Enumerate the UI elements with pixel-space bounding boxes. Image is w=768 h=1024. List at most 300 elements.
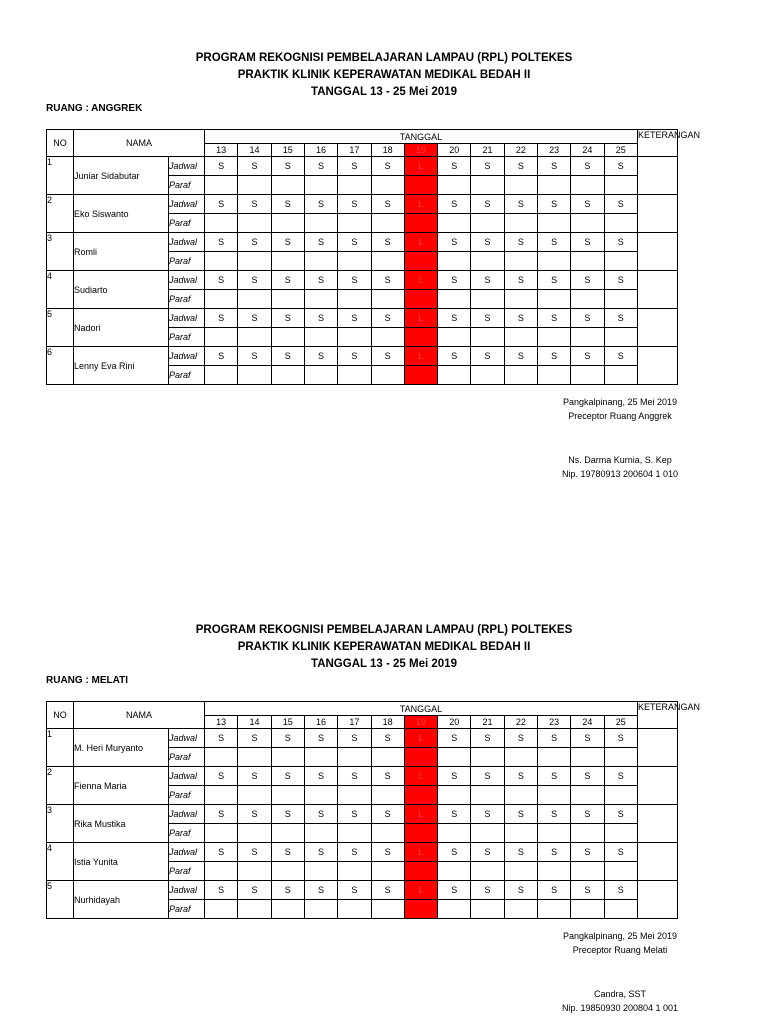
row-number: 3	[47, 805, 74, 843]
paraf-cell	[371, 900, 404, 919]
day-header: 14	[238, 144, 271, 157]
schedule-cell: S	[238, 271, 271, 290]
schedule-cell: S	[504, 843, 537, 862]
schedule-cell: S	[438, 347, 471, 366]
schedule-cell: S	[604, 843, 637, 862]
paraf-cell	[205, 862, 238, 881]
day-header: 17	[338, 144, 371, 157]
paraf-cell	[271, 748, 304, 767]
schedule-cell: S	[537, 843, 570, 862]
schedule-cell: S	[537, 271, 570, 290]
signature-role: Preceptor Ruang Melati	[572, 945, 668, 955]
schedule-cell: S	[338, 157, 371, 176]
header-nama: NAMA	[74, 702, 205, 729]
schedule-cell: S	[304, 157, 337, 176]
jadwal-label: Jadwal	[169, 309, 205, 328]
title-line-2: PRAKTIK KLINIK KEPERAWATAN MEDIKAL BEDAH II	[237, 641, 531, 653]
keterangan-cell	[637, 843, 677, 881]
schedule-cell: S	[571, 843, 604, 862]
paraf-cell	[304, 786, 337, 805]
schedule-cell: S	[304, 805, 337, 824]
row-number: 4	[47, 843, 74, 881]
paraf-cell	[438, 824, 471, 843]
schedule-cell: S	[238, 805, 271, 824]
schedule-cell: S	[338, 843, 371, 862]
paraf-cell	[238, 824, 271, 843]
schedule-cell: S	[271, 195, 304, 214]
jadwal-label: Jadwal	[169, 271, 205, 290]
paraf-cell	[404, 824, 437, 843]
paraf-label: Paraf	[169, 748, 205, 767]
paraf-cell	[205, 748, 238, 767]
paraf-cell	[338, 748, 371, 767]
schedule-cell: S	[271, 805, 304, 824]
student-name: M. Heri Muryanto	[74, 729, 169, 767]
schedule-cell: S	[338, 309, 371, 328]
student-name: Eko Siswanto	[74, 195, 169, 233]
signature-name: Candra, SST	[593, 989, 647, 999]
day-header: 16	[304, 716, 337, 729]
day-header: 18	[371, 144, 404, 157]
schedule-cell: S	[504, 233, 537, 252]
paraf-label: Paraf	[169, 328, 205, 347]
header-keterangan: KETERANGAN	[637, 702, 677, 729]
schedule-cell: L	[404, 157, 437, 176]
paraf-cell	[371, 862, 404, 881]
paraf-cell	[371, 748, 404, 767]
schedule-cell: S	[238, 881, 271, 900]
schedule-cell: S	[537, 309, 570, 328]
table-row	[47, 805, 678, 824]
paraf-cell	[571, 824, 604, 843]
paraf-cell	[404, 748, 437, 767]
schedule-cell: S	[371, 195, 404, 214]
schedule-cell: S	[205, 805, 238, 824]
schedule-cell: S	[371, 157, 404, 176]
paraf-cell	[304, 748, 337, 767]
schedule-cell: L	[404, 805, 437, 824]
paraf-cell	[537, 900, 570, 919]
row-number: 1	[47, 729, 74, 767]
schedule-cell: S	[205, 767, 238, 786]
row-number: 5	[47, 881, 74, 919]
schedule-cell: S	[604, 767, 637, 786]
schedule-cell: S	[438, 767, 471, 786]
paraf-cell	[338, 900, 371, 919]
table-row	[47, 729, 678, 748]
schedule-cell: S	[504, 767, 537, 786]
day-header: 19	[404, 144, 437, 157]
paraf-cell	[404, 862, 437, 881]
row-number: 6	[47, 347, 74, 385]
schedule-cell: S	[604, 157, 637, 176]
header-keterangan: KETERANGAN	[637, 130, 677, 157]
schedule-cell: S	[271, 881, 304, 900]
schedule-cell: S	[537, 347, 570, 366]
schedule-cell: L	[404, 195, 437, 214]
schedule-cell: S	[304, 729, 337, 748]
schedule-cell: S	[571, 347, 604, 366]
paraf-cell	[338, 862, 371, 881]
header-tanggal: TANGGAL	[205, 130, 638, 144]
paraf-cell	[238, 900, 271, 919]
schedule-cell: S	[604, 309, 637, 328]
student-name: Istia Yunita	[74, 843, 169, 881]
paraf-cell	[471, 748, 504, 767]
schedule-cell: S	[438, 309, 471, 328]
schedule-cell: L	[404, 881, 437, 900]
jadwal-label: Jadwal	[169, 843, 205, 862]
day-header: 17	[338, 716, 371, 729]
schedule-cell: L	[404, 347, 437, 366]
schedule-cell: S	[471, 233, 504, 252]
schedule-cell: S	[438, 233, 471, 252]
schedule-cell: S	[271, 347, 304, 366]
jadwal-label: Jadwal	[169, 805, 205, 824]
paraf-cell	[604, 900, 637, 919]
header-nama: NAMA	[74, 130, 205, 157]
schedule-cell: S	[238, 157, 271, 176]
day-header: 25	[604, 716, 637, 729]
schedule-cell: S	[438, 157, 471, 176]
schedule-cell: S	[604, 233, 637, 252]
paraf-cell	[537, 786, 570, 805]
jadwal-label: Jadwal	[169, 233, 205, 252]
schedule-cell: S	[504, 805, 537, 824]
student-name: Lenny Eva Rini	[74, 347, 169, 385]
paraf-cell	[604, 748, 637, 767]
paraf-cell	[304, 862, 337, 881]
paraf-cell	[504, 900, 537, 919]
student-name: Fienna Maria	[74, 767, 169, 805]
title-line-3: TANGGAL 13 - 25 Mei 2019	[311, 86, 457, 98]
schedule-cell: S	[504, 881, 537, 900]
schedule-cell: S	[238, 729, 271, 748]
schedule-cell: S	[304, 347, 337, 366]
paraf-cell	[471, 900, 504, 919]
day-header: 19	[404, 716, 437, 729]
header-no: NO	[47, 130, 74, 157]
table-row	[47, 767, 678, 786]
row-number: 4	[47, 271, 74, 309]
schedule-cell: S	[471, 195, 504, 214]
schedule-cell: S	[471, 843, 504, 862]
document-title	[0, 622, 768, 673]
schedule-cell: S	[205, 233, 238, 252]
schedule-cell: S	[304, 843, 337, 862]
schedule-table	[46, 701, 700, 919]
title-line-1: PROGRAM REKOGNISI PEMBELAJARAN LAMPAU (RPL) POLTEKES	[195, 624, 573, 636]
schedule-cell: S	[271, 157, 304, 176]
schedule-cell: S	[471, 767, 504, 786]
schedule-cell: L	[404, 233, 437, 252]
day-header: 23	[537, 144, 570, 157]
paraf-cell	[271, 862, 304, 881]
schedule-cell: S	[571, 233, 604, 252]
schedule-cell: S	[338, 271, 371, 290]
schedule-cell: S	[304, 233, 337, 252]
paraf-cell	[571, 862, 604, 881]
schedule-cell: S	[571, 729, 604, 748]
paraf-cell	[537, 824, 570, 843]
schedule-cell: S	[438, 805, 471, 824]
schedule-cell: S	[238, 843, 271, 862]
schedule-cell: S	[371, 271, 404, 290]
paraf-cell	[604, 862, 637, 881]
schedule-cell: S	[338, 347, 371, 366]
paraf-cell	[504, 786, 537, 805]
student-name: Nurhidayah	[74, 881, 169, 919]
schedule-cell: S	[504, 309, 537, 328]
schedule-cell: S	[371, 843, 404, 862]
paraf-cell	[271, 786, 304, 805]
schedule-cell: S	[471, 271, 504, 290]
row-number: 1	[47, 157, 74, 195]
paraf-label: Paraf	[169, 290, 205, 309]
day-header: 25	[604, 144, 637, 157]
title-line-3: TANGGAL 13 - 25 Mei 2019	[311, 658, 457, 670]
schedule-cell: S	[304, 309, 337, 328]
schedule-cell: S	[438, 881, 471, 900]
schedule-cell: S	[537, 233, 570, 252]
schedule-cell: S	[338, 729, 371, 748]
schedule-cell: S	[338, 767, 371, 786]
schedule-cell: S	[238, 309, 271, 328]
schedule-cell: S	[537, 767, 570, 786]
jadwal-label: Jadwal	[169, 767, 205, 786]
schedule-cell: S	[604, 729, 637, 748]
schedule-cell: S	[504, 347, 537, 366]
schedule-cell: S	[438, 271, 471, 290]
student-name: Romli	[74, 233, 169, 271]
schedule-cell: S	[471, 157, 504, 176]
table-row	[47, 843, 678, 862]
schedule-cell: S	[271, 233, 304, 252]
schedule-cell: S	[238, 233, 271, 252]
schedule-cell: S	[238, 767, 271, 786]
schedule-cell: S	[371, 729, 404, 748]
paraf-label: Paraf	[169, 862, 205, 881]
paraf-cell	[604, 824, 637, 843]
header-no: NO	[47, 702, 74, 729]
paraf-cell	[438, 786, 471, 805]
row-number: 5	[47, 309, 74, 347]
table-row	[47, 881, 678, 900]
schedule-cell: S	[304, 271, 337, 290]
paraf-cell	[537, 862, 570, 881]
paraf-cell	[404, 786, 437, 805]
paraf-cell	[304, 824, 337, 843]
paraf-cell	[471, 786, 504, 805]
paraf-cell	[504, 862, 537, 881]
schedule-cell: S	[471, 729, 504, 748]
schedule-cell: S	[571, 767, 604, 786]
jadwal-label: Jadwal	[169, 729, 205, 748]
schedule-cell: S	[205, 729, 238, 748]
jadwal-label: Jadwal	[169, 157, 205, 176]
ruang-label: RUANG : MELATI	[46, 675, 129, 686]
schedule-cell: S	[604, 195, 637, 214]
schedule-cell: S	[205, 843, 238, 862]
paraf-cell	[205, 824, 238, 843]
day-header: 13	[205, 716, 238, 729]
schedule-cell: S	[471, 347, 504, 366]
paraf-cell	[338, 824, 371, 843]
paraf-label: Paraf	[169, 214, 205, 233]
jadwal-label: Jadwal	[169, 195, 205, 214]
schedule-cell: S	[604, 271, 637, 290]
schedule-cell: S	[571, 309, 604, 328]
paraf-label: Paraf	[169, 252, 205, 271]
title-line-2: PRAKTIK KLINIK KEPERAWATAN MEDIKAL BEDAH II	[237, 69, 531, 81]
paraf-cell	[438, 862, 471, 881]
paraf-cell	[504, 824, 537, 843]
row-number: 2	[47, 767, 74, 805]
schedule-cell: S	[304, 767, 337, 786]
day-header: 21	[471, 144, 504, 157]
schedule-cell: S	[471, 881, 504, 900]
keterangan-cell	[637, 881, 677, 919]
schedule-cell: L	[404, 767, 437, 786]
jadwal-label: Jadwal	[169, 881, 205, 900]
schedule-cell: S	[371, 309, 404, 328]
schedule-cell: S	[205, 271, 238, 290]
paraf-cell	[504, 748, 537, 767]
ruang-label: RUANG : ANGGREK	[46, 103, 143, 114]
schedule-cell: S	[338, 881, 371, 900]
schedule-cell: S	[205, 195, 238, 214]
paraf-cell	[537, 748, 570, 767]
schedule-cell: S	[271, 309, 304, 328]
schedule-cell: S	[537, 157, 570, 176]
schedule-cell: S	[338, 805, 371, 824]
keterangan-cell	[637, 767, 677, 805]
day-header: 15	[271, 144, 304, 157]
paraf-cell	[271, 824, 304, 843]
student-name: Sudiarto	[74, 271, 169, 309]
paraf-label: Paraf	[169, 176, 205, 195]
paraf-cell	[238, 748, 271, 767]
schedule-cell: S	[537, 805, 570, 824]
schedule-cell: S	[304, 881, 337, 900]
schedule-cell: S	[604, 347, 637, 366]
day-header: 15	[271, 716, 304, 729]
schedule-cell: L	[404, 843, 437, 862]
day-header: 18	[371, 716, 404, 729]
day-header: 23	[537, 716, 570, 729]
schedule-cell: S	[604, 881, 637, 900]
schedule-cell: S	[338, 195, 371, 214]
day-header: 16	[304, 144, 337, 157]
signature-role: Preceptor Ruang Anggrek	[568, 411, 672, 421]
paraf-cell	[571, 748, 604, 767]
paraf-label: Paraf	[169, 824, 205, 843]
day-header: 24	[571, 716, 604, 729]
signature-nip: Nip. 19780913 200604 1 010	[561, 469, 679, 479]
schedule-cell: S	[571, 195, 604, 214]
paraf-cell	[338, 786, 371, 805]
schedule-cell: S	[438, 195, 471, 214]
schedule-cell: S	[371, 347, 404, 366]
signature-place-date: Pangkalpinang, 25 Mei 2019	[562, 931, 678, 941]
schedule-cell: L	[404, 729, 437, 748]
schedule-cell: S	[238, 195, 271, 214]
schedule-cell: L	[404, 309, 437, 328]
schedule-cell: S	[271, 729, 304, 748]
paraf-cell	[438, 748, 471, 767]
paraf-cell	[604, 786, 637, 805]
header-tanggal: TANGGAL	[205, 702, 638, 716]
schedule-cell: S	[537, 729, 570, 748]
schedule-cell: S	[304, 195, 337, 214]
keterangan-cell	[637, 805, 677, 843]
schedule-cell: S	[371, 881, 404, 900]
schedule-cell: S	[604, 805, 637, 824]
signature-block	[540, 929, 700, 1015]
paraf-cell	[238, 786, 271, 805]
schedule-cell: S	[371, 767, 404, 786]
paraf-cell	[404, 900, 437, 919]
paraf-cell	[304, 900, 337, 919]
day-header: 24	[571, 144, 604, 157]
schedule-cell: S	[371, 805, 404, 824]
title-line-1: PROGRAM REKOGNISI PEMBELAJARAN LAMPAU (RPL) POLTEKES	[195, 52, 573, 64]
schedule-cell: S	[238, 347, 271, 366]
schedule-cell: S	[571, 881, 604, 900]
schedule-cell: S	[471, 805, 504, 824]
schedule-cell: S	[205, 881, 238, 900]
day-header: 21	[471, 716, 504, 729]
signature-nip: Nip. 19850930 200804 1 001	[561, 1003, 679, 1013]
paraf-cell	[471, 862, 504, 881]
schedule-cell: S	[504, 157, 537, 176]
paraf-cell	[238, 862, 271, 881]
schedule-cell: S	[504, 195, 537, 214]
schedule-cell: S	[571, 271, 604, 290]
schedule-cell: S	[537, 881, 570, 900]
day-header: 13	[205, 144, 238, 157]
schedule-cell: S	[205, 309, 238, 328]
paraf-cell	[205, 786, 238, 805]
day-header: 22	[504, 716, 537, 729]
schedule-cell: S	[438, 843, 471, 862]
schedule-cell: S	[571, 157, 604, 176]
schedule-cell: S	[471, 309, 504, 328]
paraf-cell	[271, 900, 304, 919]
paraf-label: Paraf	[169, 900, 205, 919]
paraf-cell	[571, 786, 604, 805]
paraf-cell	[371, 786, 404, 805]
schedule-cell: S	[371, 233, 404, 252]
paraf-cell	[205, 900, 238, 919]
schedule-cell: S	[271, 271, 304, 290]
day-header: 20	[438, 144, 471, 157]
student-name: Juniar Sidabutar	[74, 157, 169, 195]
row-number: 2	[47, 195, 74, 233]
schedule-cell: S	[438, 729, 471, 748]
schedule-cell: S	[205, 157, 238, 176]
schedule-cell: S	[338, 233, 371, 252]
paraf-cell	[371, 824, 404, 843]
row-number: 3	[47, 233, 74, 271]
keterangan-cell	[637, 729, 677, 767]
schedule-cell: S	[537, 195, 570, 214]
paraf-cell	[571, 900, 604, 919]
paraf-cell	[438, 900, 471, 919]
day-header: 14	[238, 716, 271, 729]
schedule-cell: S	[504, 271, 537, 290]
jadwal-label: Jadwal	[169, 347, 205, 366]
